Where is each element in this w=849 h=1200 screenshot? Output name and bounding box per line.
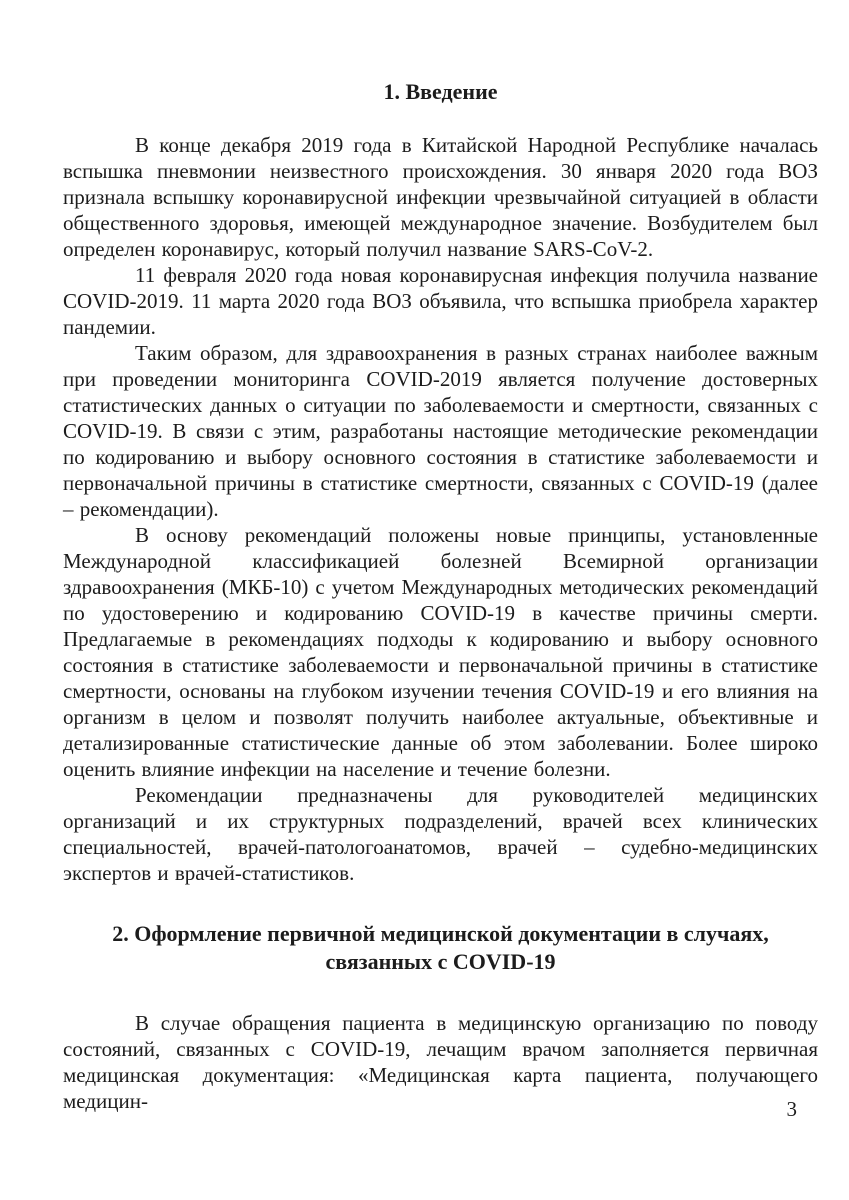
paragraph: Таким образом, для здравоохранения в разных странах наиболее важным при проведении мониторинга COVID-2019 является получение достоверных статистических данных о ситуации по заболеваемости и смертности, связанных с COVID-19. В связи с этим, разработаны настоящие методические рекомендации по кодированию и выбору основного состояния в статистике заболеваемости и первоначальной причины в статистике смертности, связанных с COVID-19 (далее – рекомендации). [63,341,818,521]
paragraph: В конце декабря 2019 года в Китайской Народной Республике началась вспышка пневмонии неизвестного происхождения. 30 января 2020 года ВОЗ признала вспышку коронавирусной инфекции чрезвычайной ситуацией в области общественного здоровья, имеющей международное значение. Возбудителем был определен коронавирус, который получил название SARS-CoV-2. [63,133,818,261]
page-content [63,78,818,1114]
paragraph: В случае обращения пациента в медицинскую организацию по поводу состояний, связанных с COVID-19, лечащим врачом заполняется первичная медицинская документация: «Медицинская карта пациента, получающего медицин- [63,1011,818,1113]
section-heading-documentation: 2. Оформление первичной медицинской документации в случаях, связанных с COVID-19 [112,921,769,974]
section-heading-introduction: 1. Введение [383,79,498,104]
page-number: 3 [786,1097,797,1121]
paragraph: В основу рекомендаций положены новые принципы, установленные Международной классификацией болезней Всемирной организации здравоохранения (МКБ-10) с учетом Международных методических рекомендаций по удостоверению и кодированию COVID-19 в качестве причины смерти. Предлагаемые в рекомендациях подходы к кодированию и выбору основного состояния в статистике заболеваемости и первоначальной причины в статистике смертности, основаны на глубоком изучении течения COVID-19 и его влияния на организм в целом и позволят получить наиболее актуальные, объективные и детализированные статистические данные об этом заболевании. Более широко оценить влияние инфекции на население и течение болезни. [63,523,818,781]
paragraph: 11 февраля 2020 года новая коронавирусная инфекция получила название COVID-2019. 11 марта 2020 года ВОЗ объявила, что вспышка приобрела характер пандемии. [63,263,818,339]
paragraph: Рекомендации предназначены для руководителей медицинских организаций и их структурных подразделений, врачей всех клинических специальностей, врачей-патологоанатомов, врачей – судебно-медицинских экспертов и врачей-статистиков. [63,783,818,885]
